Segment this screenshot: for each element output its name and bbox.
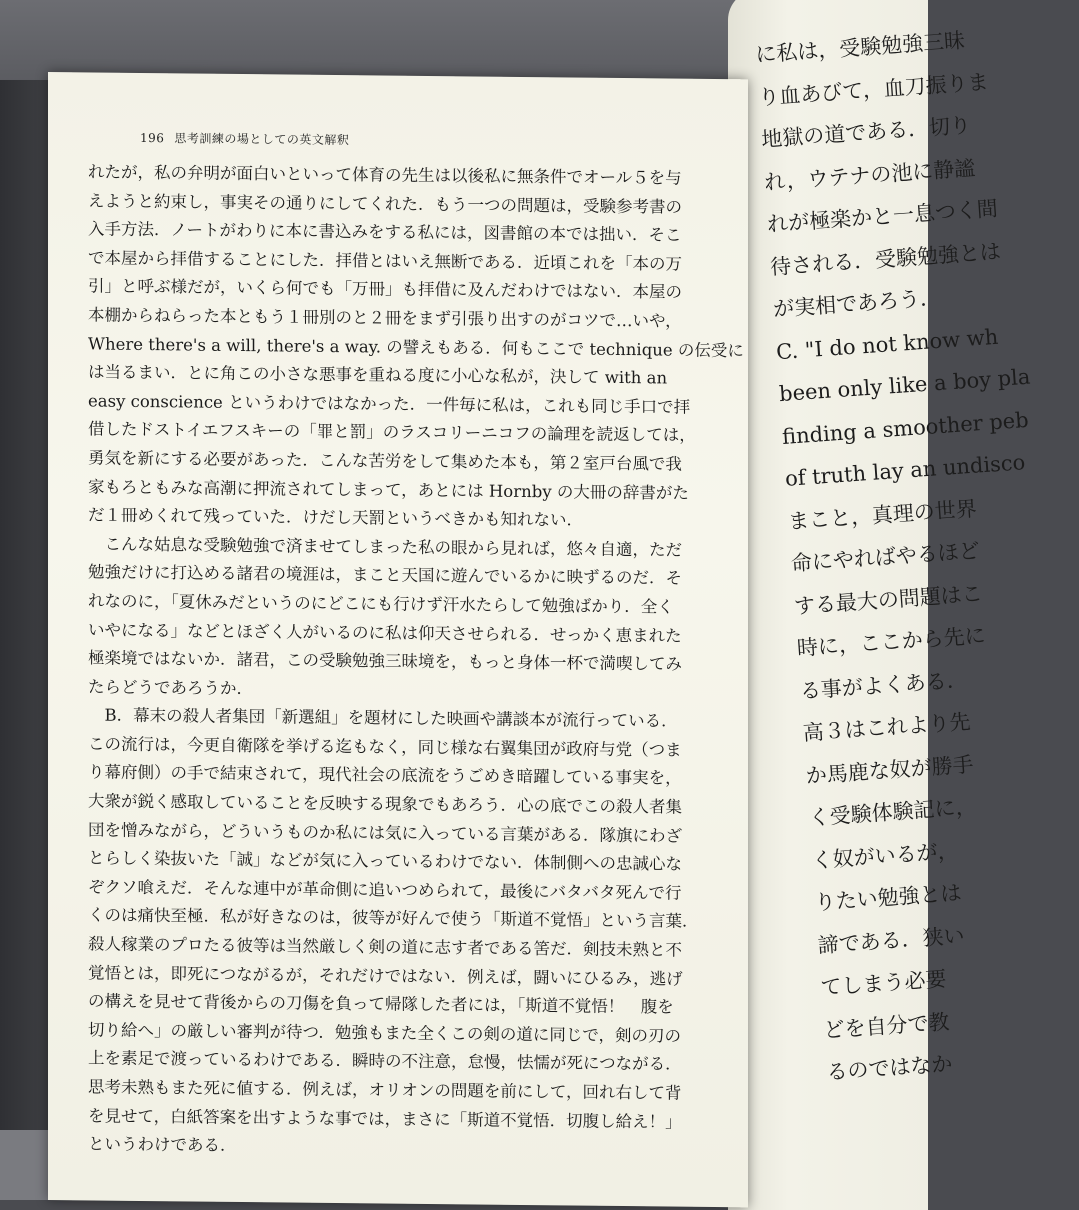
text-line: ぞクソ喰えだ．そんな連中が革命側に追いつめられて，最後にバタバタ死んで行 <box>88 877 682 903</box>
text-line: 本棚からねらった本ともう１冊別のと２冊をまず引張り出すのがコツで…いや， <box>88 305 682 331</box>
text-line: は当るまい．とに角この小さな悪事を重ねる度に小心な私が，決して with an <box>88 362 668 388</box>
text-line: been only like a boy pla <box>778 364 1032 407</box>
text-line: of truth lay an undisco <box>784 450 1026 491</box>
text-line: 勇気を新にする必要があった．こんな苦労をして集めた本も，第２室戸台風で我 <box>88 448 682 474</box>
text-line: 思考未熟もまた死に値する．例えば，オリオンの問題を前にして，回れ右して背 <box>88 1077 682 1103</box>
text-line: だ１冊めくれて残っていた．けだし天罰というべきかも知れない． <box>88 505 583 530</box>
left-page-text <box>88 158 744 1165</box>
text-line: てしまう必要 <box>819 966 948 1000</box>
text-line: れたが，私の弁明が面白いといって体育の先生は以後私に無条件でオール５を与 <box>88 162 682 188</box>
text-line: くのは痛快至極．私が好きなのは，彼等が好んで使う「斯道不覚悟」という言葉． <box>88 905 699 932</box>
left-page <box>48 72 748 1207</box>
text-line: いやになる」などとほざく人がいるのに私は仰天させられる．せっかく恵まれた <box>88 619 682 646</box>
text-line: るのではなか <box>825 1051 954 1085</box>
text-line: を見せて，白紙答案を出すような事では，まさに「斯道不覚悟．切腹し給え！」 <box>88 1106 682 1132</box>
text-line: 借したドストイエフスキーの「罪と罰」のラスコリーニコフの論理を読返しては， <box>88 419 696 446</box>
text-line: finding a smoother peb <box>781 407 1030 449</box>
text-line: こんな姑息な受験勉強で済ませてしまった私の眼から見れば，悠々自適，ただ <box>88 534 682 560</box>
page-number: 196 <box>140 130 165 146</box>
text-line: たらどうであろうか． <box>88 677 253 698</box>
right-page <box>728 0 1032 1210</box>
text-line: easy conscience というわけではなかった．一件毎に私は，これも同じ手口で拝 <box>88 391 691 417</box>
text-line: 引」と呼ぶ様だが，いくら何でも「万冊」も拝借に及んだわけではない．本屋の <box>88 276 682 303</box>
text-line: この流行は，今更自衛隊を挙げる迄もなく，同じ様な右翼集団が政府与党（つま <box>88 734 682 760</box>
right-page-text <box>754 17 1068 1094</box>
text-line: 命にやればやるほど <box>790 538 981 576</box>
text-line: 諦である．狭い <box>816 923 966 958</box>
text-line: の構えを見せて背後からの刀傷を負って帰隊した者には，「斯道不覚悟！ 腹を <box>88 991 674 1017</box>
text-line: り血あびて，血刀振りま <box>757 69 990 110</box>
text-line: で本屋から拝借することにした．拝借とはいえ無断である．近頃これを「本の万 <box>88 248 682 274</box>
text-line: 家もろともみな高潮に押流されてしまって，あとには Hornby の大冊の辞書がた <box>88 476 689 503</box>
text-line: れなのに，「夏休みだというのにどこにも行けず汗水たらして勉強ばかり．全く <box>88 591 674 617</box>
text-line: どを自分で教 <box>822 1009 951 1043</box>
text-line: Where there's a will, there's a way. の譬えもある．何もここで technique の伝受に <box>88 333 744 360</box>
text-line: れ，ウテナの池に静謐 <box>763 155 976 195</box>
text-line: 高３はこれより先 <box>802 709 972 746</box>
text-line: 切り給へ」の厳しい審判が待つ．勉強もまた全くこの剣の道に同じで，剣の刃の <box>88 1020 682 1046</box>
text-line: 殺人稼業のプロたる彼等は当然厳しく剣の道に志す者である筈だ．剣技未熟と不 <box>88 934 682 960</box>
text-line: く奴がいるが， <box>810 838 960 873</box>
text-line: C. "I do not know wh <box>775 324 999 364</box>
text-line: 入手方法．ノートがわりに本に書込みをする私には，図書館の本では拙い．そこ <box>88 219 682 245</box>
text-line: りたい勉強とは <box>813 880 963 915</box>
text-line: 待される．受験勉強とは <box>769 238 1002 279</box>
text-line: 時に，ここから先に <box>796 623 987 661</box>
text-line: というわけである． <box>88 1134 237 1156</box>
text-line: とらしく染抜いた「誠」などが気に入っているわけでない．体制側への忠誠心な <box>88 848 682 874</box>
text-line: B．幕末の殺人者集団「新選組」を題材にした映画や講談本が流行っている． <box>88 705 678 731</box>
text-line: に私は，受験勉強三昧 <box>754 28 966 67</box>
text-line: 大衆が鋭く感取していることを反映する現象でもあろう．心の底でこの殺人者集 <box>88 791 682 817</box>
text-line: が実相であろう． <box>772 285 942 322</box>
text-line: 団を憎みながら，どういうものか私には気に入っている言葉がある．隊旗にわざ <box>88 820 682 846</box>
text-line: 極楽境ではないか．諸君，この受験勉強三昧境を，もっと身体一杯で満喫してみ <box>88 648 682 674</box>
text-line: か馬鹿な奴が勝手 <box>805 751 975 788</box>
text-line: れが極楽かと一息つく間 <box>766 196 999 237</box>
text-line: く受験体験記に， <box>807 794 978 831</box>
text-line: 勉強だけに打込める諸君の境涯は，まこと天国に遊んでいるかに映ずるのだ．そ <box>88 562 682 588</box>
running-header <box>140 129 349 148</box>
running-title: 思考訓練の場としての英文解釈 <box>174 131 350 148</box>
text-line: まこと，真理の世界 <box>787 496 978 534</box>
text-line: えようと約束し，事実その通りにしてくれた．もう一つの問題は，受験参考書の <box>88 191 682 217</box>
text-line: る事がよくある． <box>799 667 969 703</box>
text-line: 上を素足で渡っているわけである．瞬時の不注意，怠慢，怯懦が死につながる． <box>88 1048 682 1075</box>
text-line: 地獄の道である．切り <box>760 113 972 152</box>
text-line: する最大の問題はこ <box>793 580 984 619</box>
text-line: 覚悟とは，即死につながるが，それだけではない．例えば，闘いにひるみ，逃げ <box>88 963 683 989</box>
text-line: り幕府側）の手で結束されて，現代社会の底流をうごめき暗躍している事実を， <box>88 762 682 789</box>
